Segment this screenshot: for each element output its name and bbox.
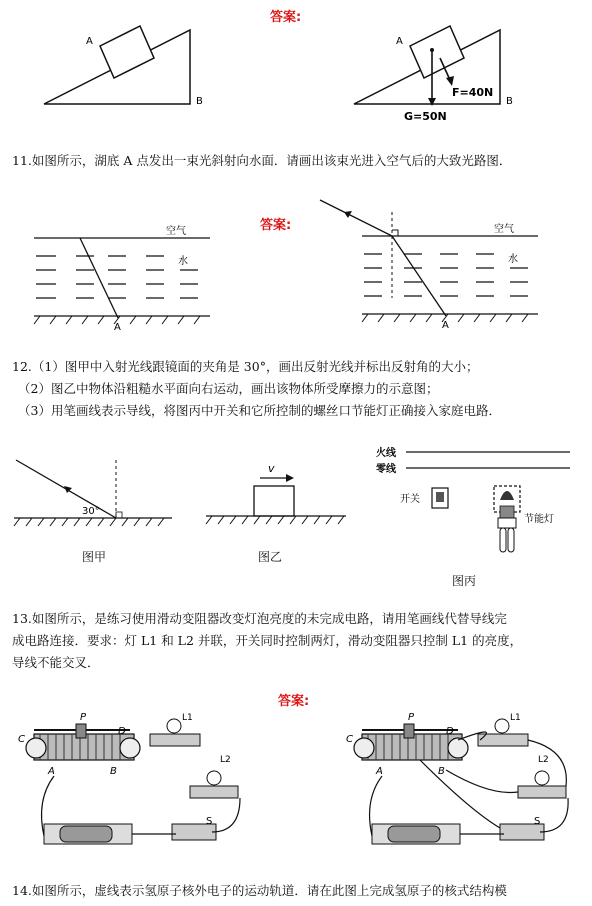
label-b-left: B <box>196 96 203 107</box>
caption-bing: 图丙 <box>452 574 477 588</box>
label-d-right: D <box>446 726 454 737</box>
caption-jia: 图甲 <box>82 550 107 564</box>
label-s: S <box>206 816 213 827</box>
question-12-line1: 12.（1）图甲中入射光线跟镜面的夹角是 30°，画出反射光线并标出反射角的大小； <box>12 359 479 374</box>
answer-label-top: 答案: <box>270 10 302 25</box>
force-g: G=50N <box>404 110 447 123</box>
lamp-label: 节能灯 <box>524 514 554 525</box>
label-water-right: 水 <box>508 254 518 265</box>
force-f: F=40N <box>452 86 494 99</box>
question-11: 11.如图所示，湖底 A 点发出一束光斜射向水面．请画出该束光进入空气后的大致光路图． <box>12 153 512 168</box>
question-12-line3: （3）用笔画线表示导线，将图丙中开关和它所控制的螺丝口节能灯正确接入家庭电路． <box>18 403 501 418</box>
label-b-right: B <box>438 766 445 777</box>
label-c-right: C <box>346 734 353 745</box>
switch-label: 开关 <box>400 494 420 505</box>
label-s-right: S <box>534 816 541 827</box>
question-14: 14.如图所示，虚线表示氢原子核外电子的运动轨道．请在此图上完成氢原子的核式结构模 <box>12 883 507 898</box>
question-12-line2: （2）图乙中物体沿粗糙水平面向右运动，画出该物体所受摩擦力的示意图； <box>18 381 439 396</box>
answer-label-q11: 答案: <box>260 218 292 233</box>
answer-label-q13: 答案: <box>278 694 310 709</box>
angle-label: 30° <box>82 506 100 517</box>
label-a-right: A <box>396 36 403 47</box>
question-13-line3: 导线不能交叉． <box>12 655 100 670</box>
point-a-right: A <box>442 320 449 331</box>
velocity-label: v <box>268 462 275 475</box>
label-l2-right: L2 <box>538 755 549 765</box>
label-l1-right: L1 <box>510 713 521 723</box>
label-air-right: 空气 <box>494 224 514 235</box>
label-l1: L1 <box>182 713 193 723</box>
question-13-line2: 成电路连接．要求：灯 L1 和 L2 并联，开关同时控制两灯，滑动变阻器只控制 L1 的亮度， <box>12 633 523 648</box>
question-13-line1: 13.如图所示，是练习使用滑动变阻器改变灯泡亮度的未完成电路，请用笔画线代替导线完 <box>12 611 507 626</box>
figure-12-bing <box>0 440 592 580</box>
label-air-left: 空气 <box>166 226 186 237</box>
label-a-left: A <box>86 36 93 47</box>
label-d: D <box>118 726 126 737</box>
label-l2: L2 <box>220 755 231 765</box>
label-p: P <box>80 712 87 723</box>
label-p-right: P <box>408 712 415 723</box>
label-a-right: A <box>376 766 383 777</box>
label-a: A <box>48 766 55 777</box>
figure-13-right <box>0 700 592 870</box>
label-b: B <box>110 766 117 777</box>
figure-10-right <box>0 0 592 130</box>
label-c: C <box>18 734 25 745</box>
caption-yi: 图乙 <box>258 550 283 564</box>
fire-line-label: 火线 <box>376 448 396 459</box>
label-water-left: 水 <box>178 256 188 267</box>
point-a-left: A <box>114 322 121 333</box>
label-b-right: B <box>506 96 513 107</box>
zero-line-label: 零线 <box>376 464 396 475</box>
figure-11-right <box>0 190 592 340</box>
